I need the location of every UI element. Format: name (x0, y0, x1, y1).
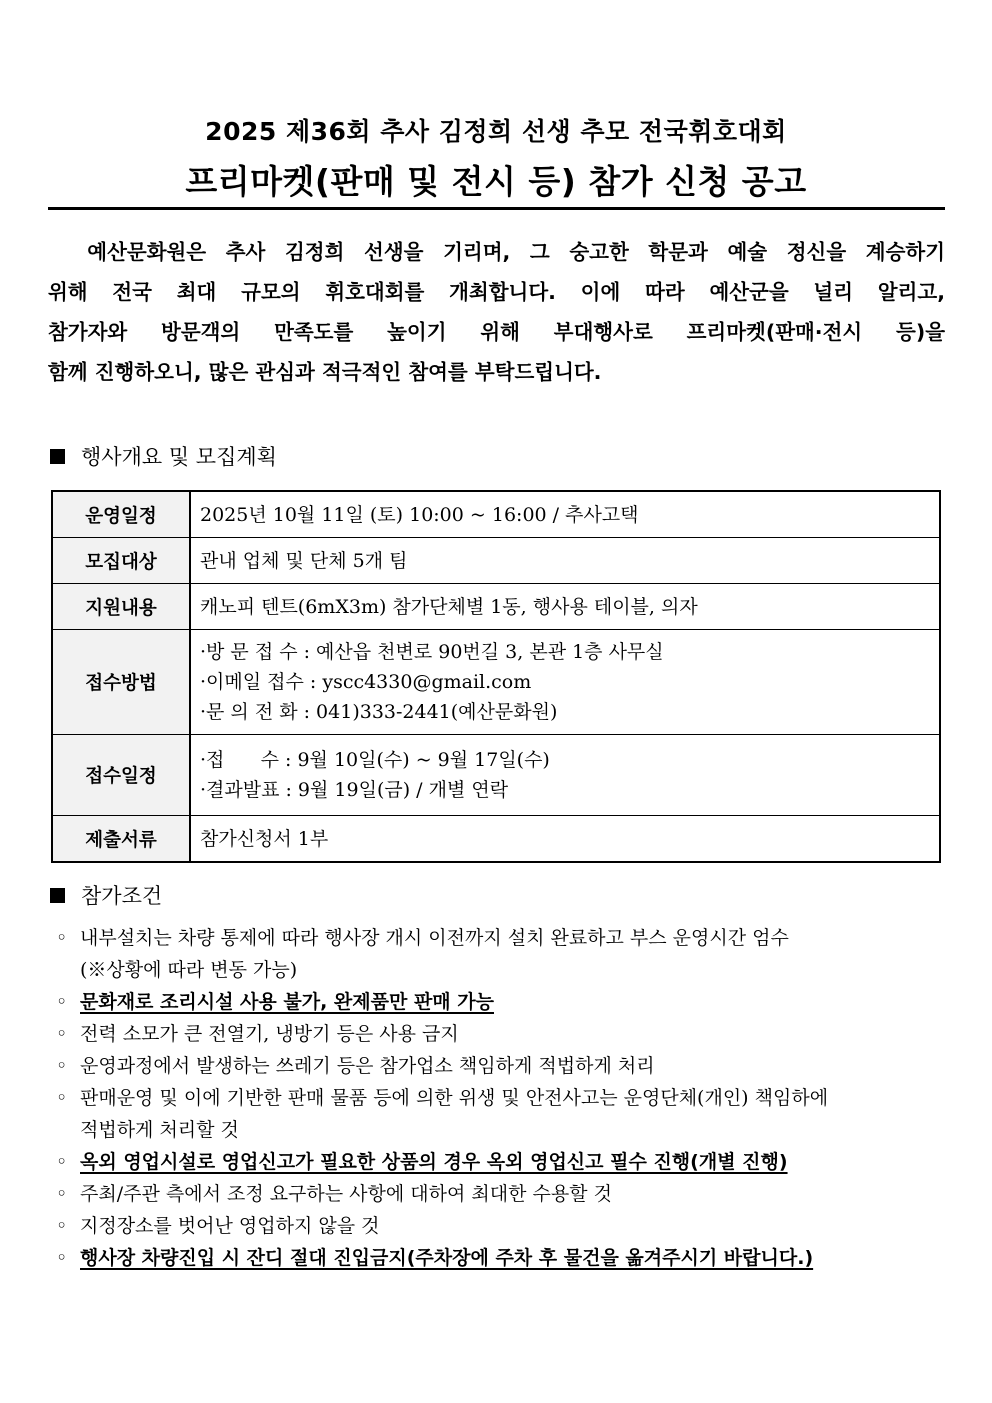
section-heading-overview (50, 441, 277, 471)
bullet: ◦ (56, 1087, 68, 1109)
value-line: 참가신청서 1부 (200, 827, 329, 850)
title-line-1: 2025 제36회 추사 김정희 선생 추모 전국휘호대회 (205, 117, 787, 146)
bullet: ◦ (56, 927, 68, 949)
row-label: 접수일정 (52, 735, 190, 816)
list-item (56, 1018, 951, 1050)
table-row (52, 630, 940, 735)
row-label: 모집대상 (52, 538, 190, 584)
underlined-text: 옥외 영업시설로 영업신고가 필요한 상품의 경우 옥외 영업신고 필수 진행(개별 진행) (80, 1151, 788, 1173)
list-item (56, 1242, 951, 1274)
condition-text: (※상황에 따라 변동 가능) (80, 959, 298, 981)
title-line-2: 프리마켓(판매 및 전시 등) 참가 신청 공고 (185, 162, 807, 201)
row-label: 운영일정 (52, 491, 190, 538)
intro-paragraph (48, 232, 945, 392)
intro-line: 예산문화원은 추사 김정희 선생을 기리며, 그 숭고한 학문과 예술 정신을 계승하기 (48, 240, 945, 264)
row-value (190, 816, 940, 863)
underlined-text: 문화재로 조리시설 사용 불가, 완제품만 판매 가능 (80, 991, 494, 1013)
row-value (190, 630, 940, 735)
title-divider (48, 207, 945, 210)
section-heading-conditions (50, 880, 162, 910)
value-line: ·방 문 접 수 : 예산읍 천변로 90번길 3, 본관 1층 사무실 (200, 641, 664, 663)
condition-text (80, 1146, 951, 1178)
black-square-icon (50, 449, 65, 464)
table-row (52, 584, 940, 630)
condition-text (80, 986, 951, 1018)
condition-text: 전력 소모가 큰 전열기, 냉방기 등은 사용 금지 (80, 1023, 459, 1045)
condition-text: 판매운영 및 이에 기반한 판매 물품 등에 의한 위생 및 안전사고는 운영단체(개인) 책임하에 (80, 1087, 829, 1109)
intro-line: 위해 전국 최대 규모의 휘호대회를 개최합니다. 이에 따라 예산군을 널리 알리고, (48, 280, 945, 304)
bullet: ◦ (56, 1023, 68, 1045)
list-item (56, 1210, 951, 1242)
row-label: 접수방법 (52, 630, 190, 735)
value-line: ·결과발표 : 9월 19일(금) / 개별 연락 (200, 779, 509, 801)
event-plan-table (51, 490, 941, 863)
intro-line: 함께 진행하오니, 많은 관심과 적극적인 참여를 부탁드립니다. (48, 360, 602, 384)
section-title: 참가조건 (81, 884, 163, 908)
row-label: 지원내용 (52, 584, 190, 630)
intro-line: 참가자와 방문객의 만족도를 높이기 위해 부대행사로 프리마켓(판매·전시 등)을 (48, 320, 945, 344)
list-item (56, 1050, 951, 1082)
value-line: 관내 업체 및 단체 5개 팀 (200, 549, 408, 572)
bullet: ◦ (56, 1151, 68, 1173)
row-label: 제출서류 (52, 816, 190, 863)
table-row (52, 816, 940, 863)
table-row (52, 491, 940, 538)
row-value (190, 584, 940, 630)
underlined-text: 행사장 차량진입 시 잔디 절대 진입금지(주차장에 주차 후 물건을 옮겨주시기 바랍니다.) (80, 1247, 814, 1269)
list-item (56, 922, 951, 986)
condition-text: 운영과정에서 발생하는 쓰레기 등은 참가업소 책임하게 적법하게 처리 (80, 1055, 655, 1077)
table-row (52, 735, 940, 816)
condition-text (80, 1242, 951, 1274)
black-square-icon (50, 888, 65, 903)
phone-number: ·문 의 전 화 : 041)333-2441(예산문화원) (200, 701, 558, 723)
bullet: ◦ (56, 1215, 68, 1237)
row-value (190, 538, 940, 584)
list-item (56, 1178, 951, 1210)
section-title: 행사개요 및 모집계획 (81, 445, 277, 469)
list-item (56, 986, 951, 1018)
condition-text: 지정장소를 벗어난 영업하지 않을 것 (80, 1215, 380, 1237)
row-value (190, 491, 940, 538)
table-row (52, 538, 940, 584)
condition-text: 주최/주관 측에서 조정 요구하는 사항에 대하여 최대한 수용할 것 (80, 1183, 612, 1205)
list-item (56, 1146, 951, 1178)
value-line: ·접 수 : 9월 10일(수) ~ 9월 17일(수) (200, 749, 550, 771)
bullet: ◦ (56, 1247, 68, 1269)
bullet: ◦ (56, 991, 68, 1013)
condition-text: 내부설치는 차량 통제에 따라 행사장 개시 이전까지 설치 완료하고 부스 운영시간 엄수 (80, 927, 789, 949)
row-value (190, 735, 940, 816)
bullet: ◦ (56, 1183, 68, 1205)
list-item (56, 1082, 951, 1146)
bullet: ◦ (56, 1055, 68, 1077)
value-line: 캐노피 텐트(6mX3m) 참가단체별 1동, 행사용 테이블, 의자 (200, 595, 698, 618)
email-address: ·이메일 접수 : yscc4330@gmail.com (200, 671, 532, 693)
condition-text: 적법하게 처리할 것 (80, 1119, 239, 1141)
value-line: 2025년 10월 11일 (토) 10:00 ~ 16:00 / 추사고택 (200, 503, 639, 526)
conditions-list (56, 922, 951, 1274)
